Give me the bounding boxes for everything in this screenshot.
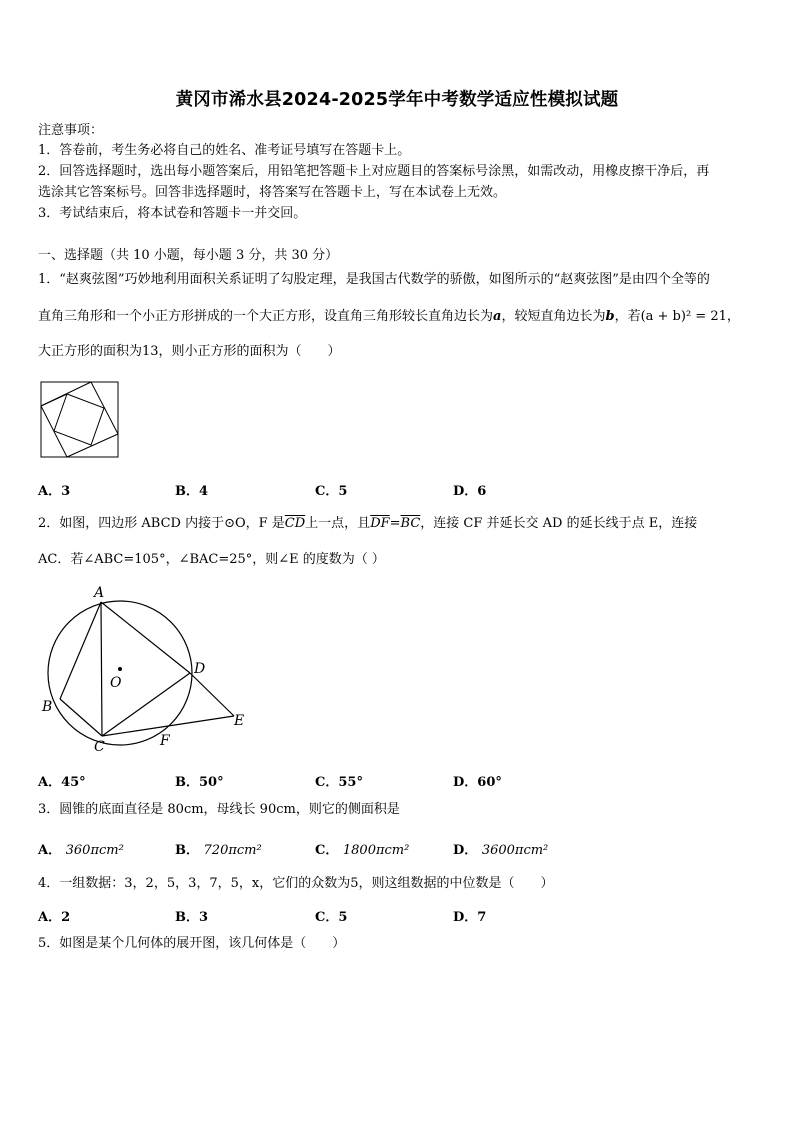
notice-item-2: 2．回答选择题时，选出每小题答案后，用铅笔把答题卡上对应题目的答案标号涂黑，如需改动，用橡皮擦干净后，再 — [38, 164, 710, 179]
q2-line1-text-c: ，连接 CF 并延长交 AD 的延长线于点 E，连接 — [420, 516, 698, 531]
q2-option-a[interactable]: A．45° — [38, 775, 86, 790]
q3-option-c-label: C． — [315, 843, 339, 858]
q1-line2-text-b: ，较短直角边长为 — [501, 309, 606, 324]
q3-option-d-value: 3600πcm² — [481, 843, 549, 858]
label-o: O — [110, 675, 122, 691]
label-f: F — [160, 733, 170, 749]
label-e: E — [234, 713, 245, 729]
q3-option-b-value: 720πcm² — [203, 843, 262, 858]
q4-option-b[interactable]: B．3 — [175, 910, 209, 925]
q3-option-d-label: D． — [453, 843, 478, 858]
notice-item-2-cont: 选涂其它答案标号。回答非选择题时，将答案写在答题卡上，写在本试卷上无效。 — [38, 185, 507, 200]
q1-option-d[interactable]: D．6 — [453, 484, 487, 499]
q2-line1-text-b: 上一点，且 — [305, 516, 371, 531]
q1-option-a[interactable]: A．3 — [38, 484, 71, 499]
q1-var-b: b — [605, 309, 615, 324]
label-a: A — [94, 585, 105, 601]
q2-arc-bc: $\overline{BC}$ — [400, 516, 421, 531]
q3-option-b-label: B． — [175, 843, 199, 858]
q2-eq: = — [389, 516, 401, 531]
q1-line2-text-d: ， — [726, 309, 740, 324]
q2-option-b[interactable]: B．50° — [175, 775, 224, 790]
zhao-shuang-diagram — [40, 381, 120, 459]
inscribed-quadrilateral-diagram — [36, 583, 256, 755]
q1-var-a: a — [493, 309, 502, 324]
q1-line2-text-c: ，若 — [614, 309, 641, 324]
q3-option-a[interactable] — [38, 839, 124, 858]
notice-item-3: 3．考试结束后，将本试卷和答题卡一并交回。 — [38, 206, 307, 221]
q3-option-c[interactable] — [315, 839, 409, 858]
q1-line1: 1．“赵爽弦图”巧妙地利用面积关系证明了勾股定理，是我国古代数学的骄傲，如图所示的“赵爽弦图”是由四个全等的 — [38, 272, 710, 287]
q2-arc-df: $\overline{DF}$ — [370, 516, 390, 531]
q4-option-c[interactable]: C．5 — [315, 910, 348, 925]
q4-option-a[interactable]: A．2 — [38, 910, 71, 925]
q1-line3: 大正方形的面积为13，则小正方形的面积为（ ） — [38, 344, 341, 359]
q1-line2 — [38, 309, 740, 325]
q2-line1 — [38, 516, 697, 532]
label-c: C — [94, 739, 105, 755]
q3-option-b[interactable] — [175, 839, 262, 858]
section-heading: 一、选择题（共 10 小题，每小题 3 分，共 30 分） — [38, 248, 339, 263]
q1-option-c[interactable]: C．5 — [315, 484, 348, 499]
q2-option-c[interactable]: C．55° — [315, 775, 363, 790]
q3-option-d[interactable] — [453, 839, 548, 858]
label-b: B — [42, 699, 53, 715]
q3-text: 3．圆锥的底面直径是 80cm，母线长 90cm，则它的侧面积是 — [38, 802, 400, 817]
q5-text: 5．如图是某个几何体的展开图，该几何体是（ ） — [38, 936, 346, 951]
notice-item-1: 1．答卷前，考生务必将自己的姓名、准考证号填写在答题卡上。 — [38, 143, 411, 158]
q2-option-d[interactable]: D．60° — [453, 775, 502, 790]
q2-arc-cd: $\overline{CD}$ — [284, 516, 306, 531]
page-title: 黄冈市浠水县2024-2025学年中考数学适应性模拟试题 — [175, 90, 619, 110]
q4-option-d[interactable]: D．7 — [453, 910, 487, 925]
q4-text: 4．一组数据：3，2，5，3，7，5，x，它们的众数为5，则这组数据的中位数是（ ） — [38, 876, 554, 891]
q1-formula: (a + b)² = 21 — [640, 309, 727, 324]
q1-option-b[interactable]: B．4 — [175, 484, 209, 499]
q2-line2: AC．若∠ABC=105°，∠BAC=25°，则∠E 的度数为（ ） — [38, 552, 385, 567]
notice-heading: 注意事项： — [38, 123, 104, 138]
label-d: D — [194, 661, 206, 677]
q3-option-c-value: 1800πcm² — [342, 843, 410, 858]
q3-option-a-label: A． — [38, 843, 62, 858]
q2-line1-text-a: 2．如图，四边形 ABCD 内接于⊙O，F 是 — [38, 516, 285, 531]
q3-option-a-value: 360πcm² — [65, 843, 124, 858]
q1-line2-text-a: 直角三角形和一个小正方形拼成的一个大正方形，设直角三角形较长直角边长为 — [38, 309, 494, 324]
